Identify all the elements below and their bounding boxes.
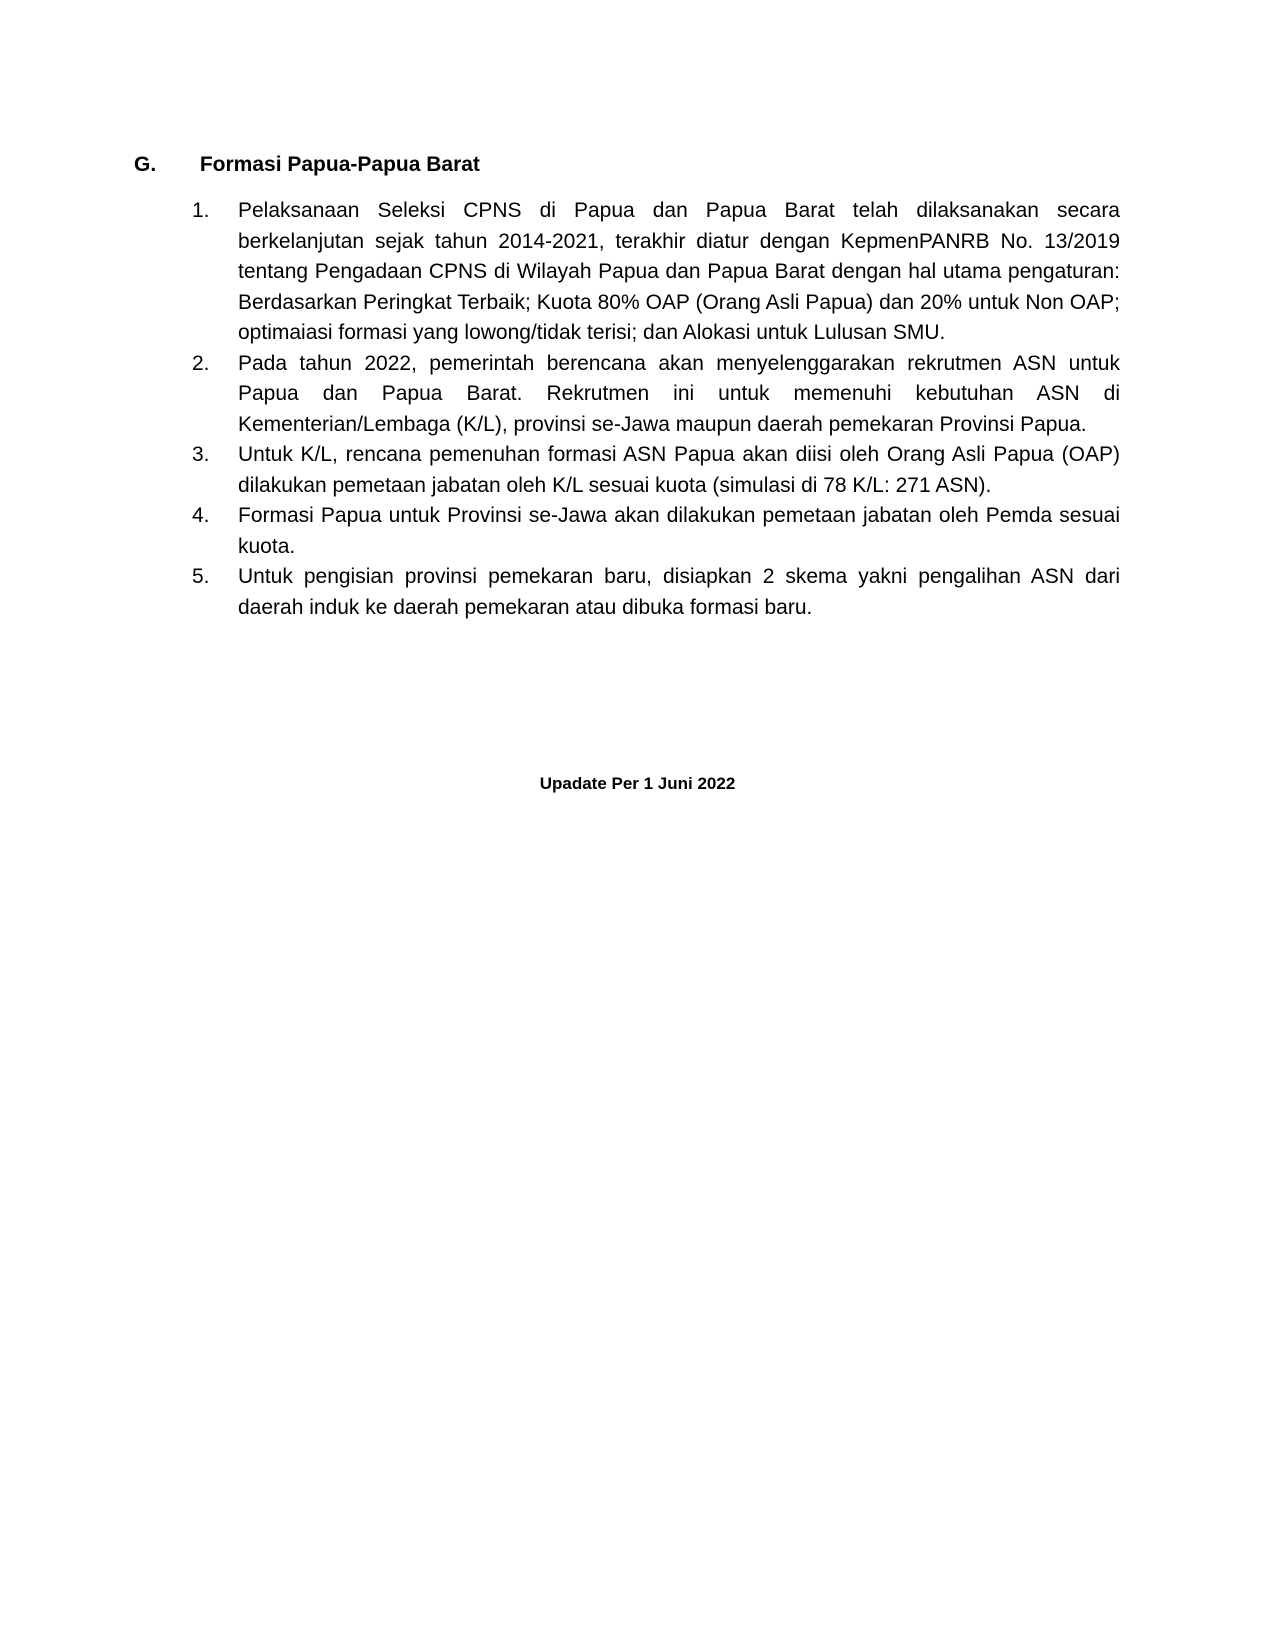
list-item-number: 4. [192, 504, 210, 527]
list-item [192, 349, 1120, 441]
section-title: Formasi Papua-Papua Barat [199, 153, 480, 176]
list-item [192, 440, 1120, 501]
list-item-number: 1. [192, 199, 210, 222]
list-item-text: Pada tahun 2022, pemerintah berencana akan menyelenggarakan rekrutmen ASN untuk Papua dan Papua Barat. Rekrutmen ini untuk memenuhi kebutuhan ASN di Kementerian/Lembaga (K/L), provinsi se-Jawa maupun daerah pemekaran Provinsi Papua. [238, 351, 1120, 436]
list-item-text: Formasi Papua untuk Provinsi se-Jawa akan dilakukan pemetaan jabatan oleh Pemda sesuai kuota. [238, 504, 1120, 558]
update-note: Upadate Per 1 Juni 2022 [539, 774, 736, 793]
list-item-text: Untuk K/L, rencana pemenuhan formasi ASN Papua akan diisi oleh Orang Asli Papua (OAP) dilakukan pemetaan jabatan oleh K/L sesuai kuota (simulasi di 78 K/L: 271 ASN). [238, 443, 1120, 497]
section-heading [134, 150, 1134, 180]
list-item [192, 562, 1120, 623]
list-item-number: 2. [192, 351, 210, 375]
list-item [192, 196, 1120, 349]
section-letter: G. [134, 153, 157, 176]
list-item-text: Untuk pengisian provinsi pemekaran baru, disiapkan 2 skema yakni pengalihan ASN dari daerah induk ke daerah pemekaran atau dibuka formasi baru. [238, 565, 1120, 619]
numbered-list [192, 196, 1120, 623]
list-item [192, 501, 1120, 562]
list-item-number: 3. [192, 443, 210, 466]
list-item-text: Pelaksanaan Seleksi CPNS di Papua dan Papua Barat telah dilaksanakan secara berkelanjutan sejak tahun 2014-2021, terakhir diatur dengan KepmenPANRB No. 13/2019 tentang Pengadaan CPNS di Wilayah Papua dan Papua Barat dengan hal utama pengaturan: Berdasarkan Peringkat Terbaik; Kuota 80% OAP (Orang Asli Papua) dan 20% untuk Non OAP; optimaiasi formasi yang lowong/tidak terisi; dan Alokasi untuk Lulusan SMU. [238, 199, 1120, 344]
list-item-number: 5. [192, 565, 210, 588]
